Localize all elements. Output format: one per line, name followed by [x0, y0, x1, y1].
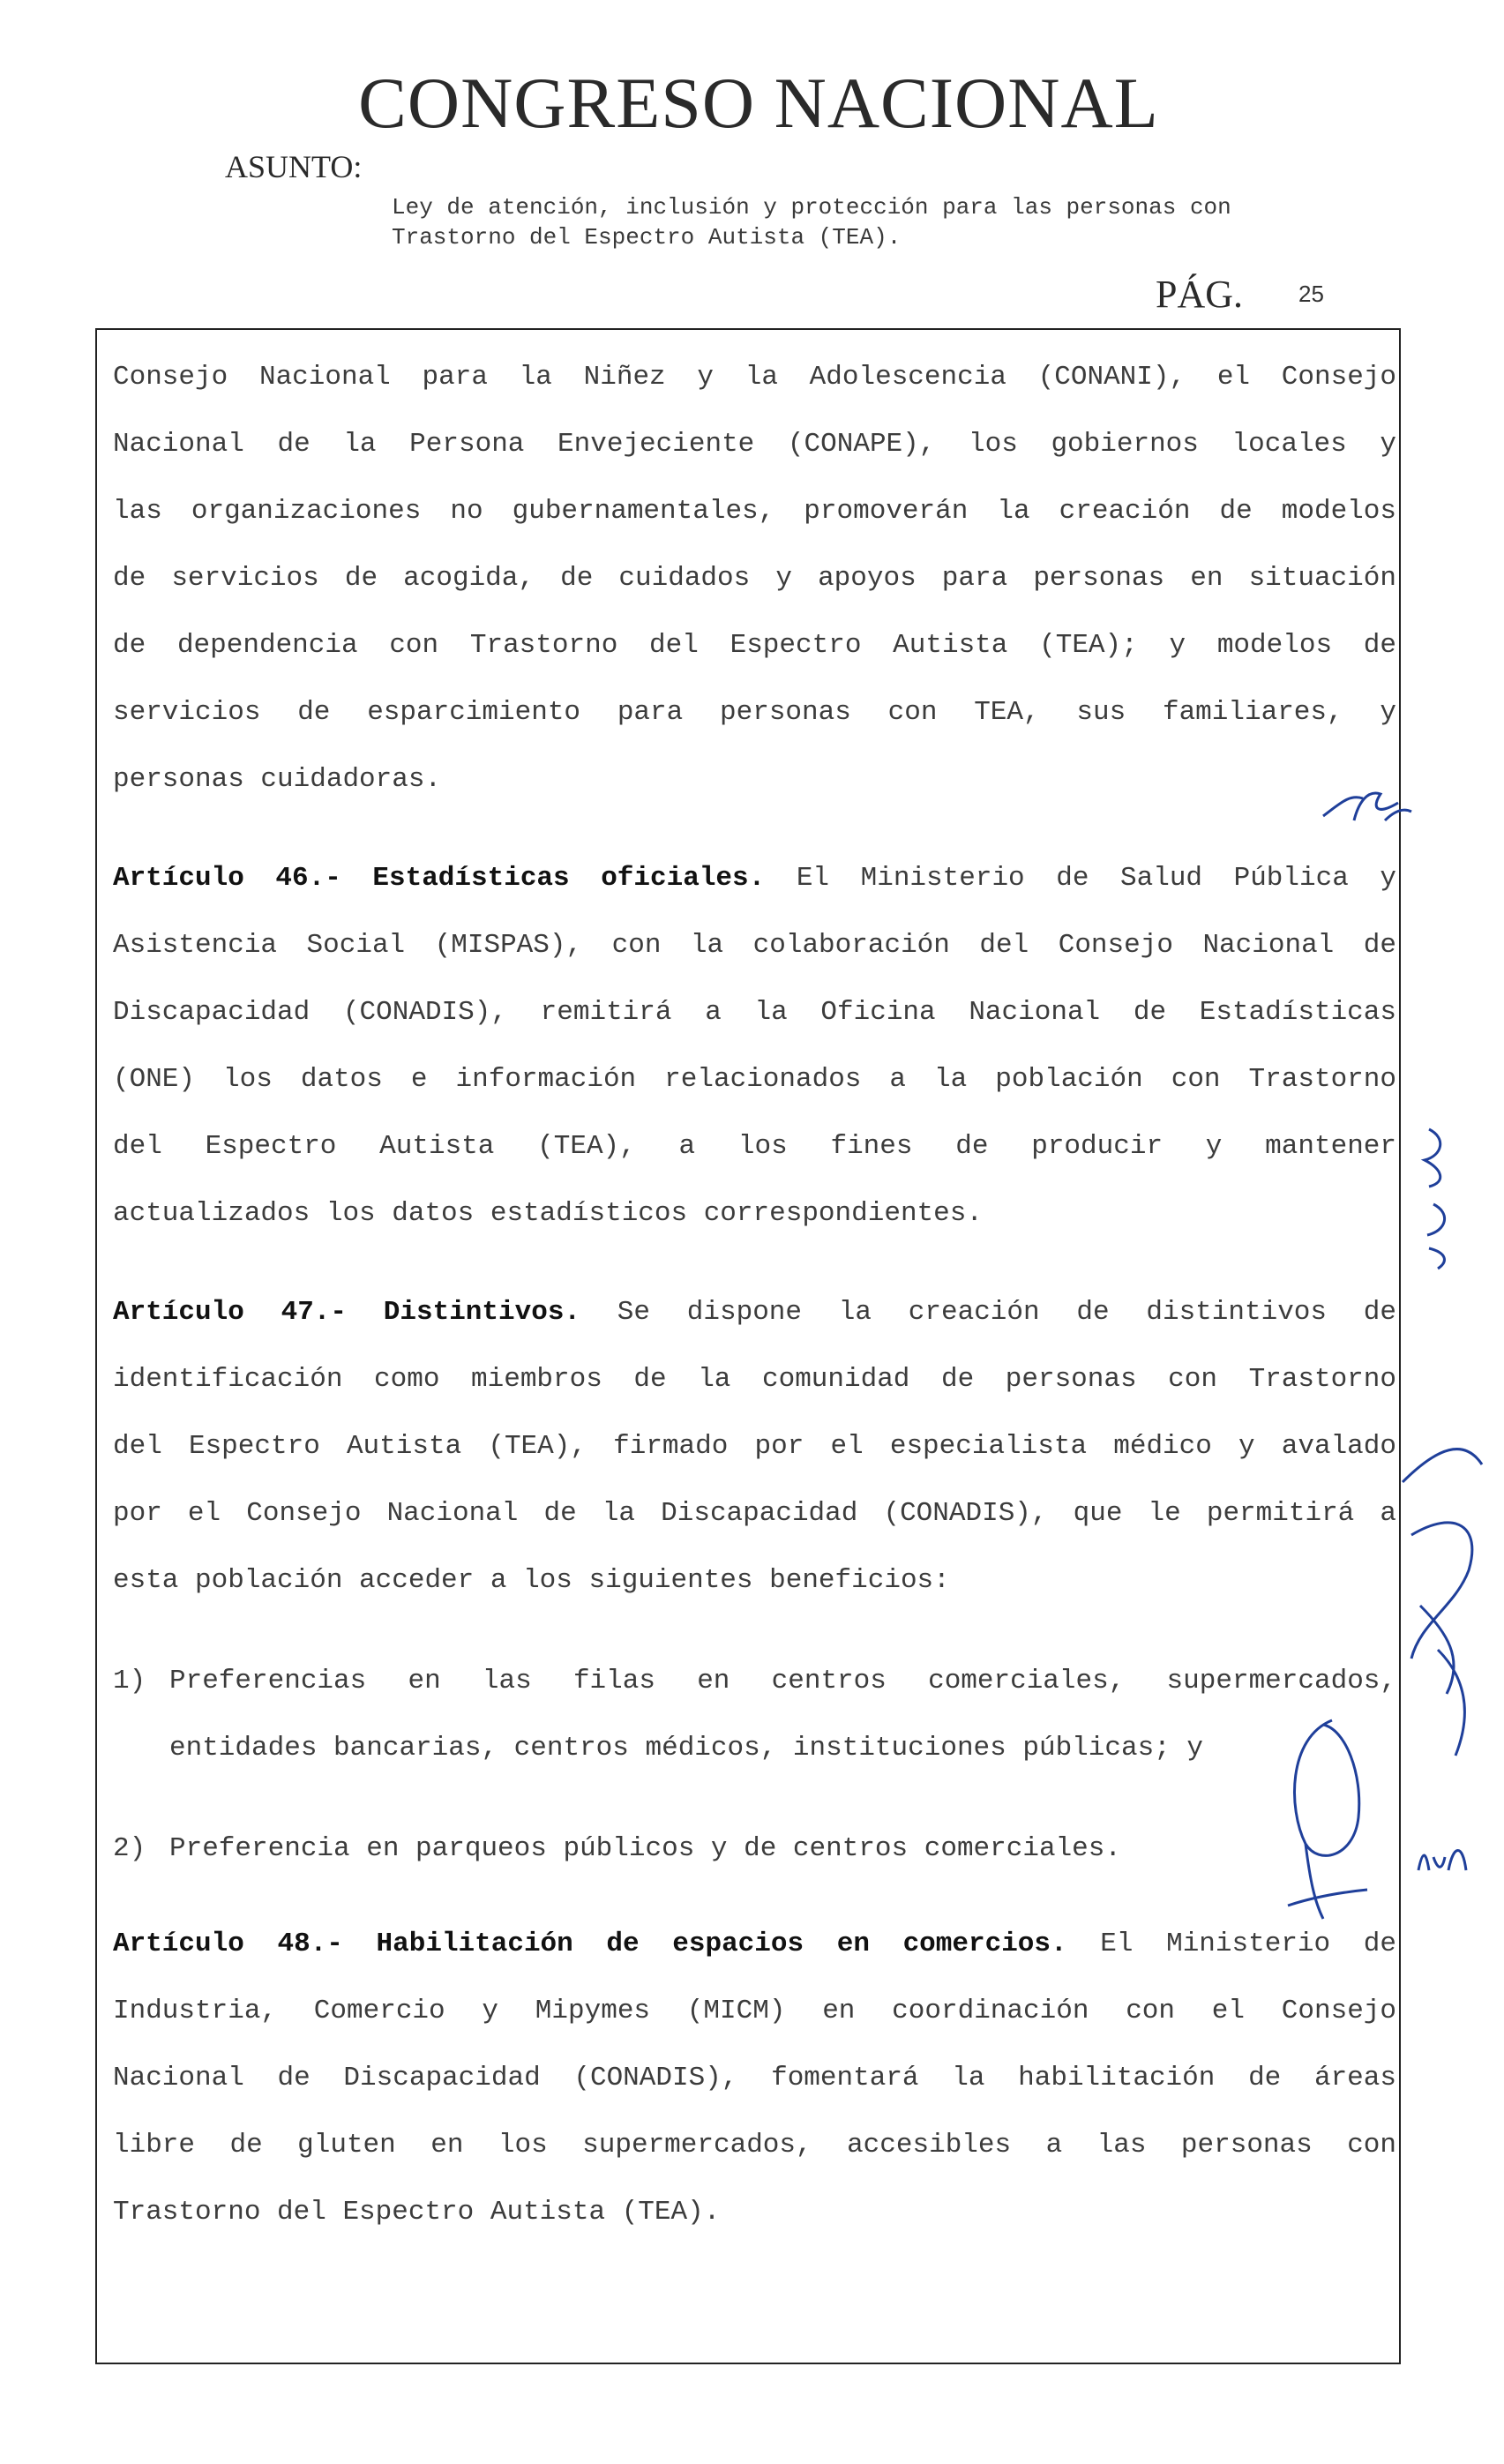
text-segment: Preferencias en las filas en centros comerciales, supermercados,	[169, 1666, 1396, 1696]
text-line: Nacional de la Persona Envejeciente (CONAPE), los gobiernos locales y	[113, 429, 1396, 460]
text-line: del Espectro Autista (TEA), firmado por el especialista médico y avalado	[113, 1431, 1396, 1462]
article-48	[113, 1911, 1396, 2246]
text-line: de dependencia con Trastorno del Espectro Autista (TEA); y modelos de	[113, 630, 1396, 661]
page-title: CONGRESO NACIONAL	[358, 63, 1159, 143]
text-line: del Espectro Autista (TEA), a los fines de producir y mantener	[113, 1131, 1396, 1162]
article-47	[113, 1279, 1396, 1614]
signature-scrawl	[1385, 1429, 1500, 1764]
text-line: actualizados los datos estadísticos correspondientes.	[113, 1198, 983, 1229]
list-number: 2)	[113, 1833, 146, 1864]
text-line: Asistencia Social (MISPAS), con la colaboración del Consejo Nacional de	[113, 930, 1396, 961]
text-line: (ONE) los datos e información relacionados a la población con Trastorno	[113, 1064, 1396, 1095]
article-heading: Artículo 46.- Estadísticas oficiales.	[113, 863, 766, 894]
asunto-label: ASUNTO:	[225, 149, 363, 184]
text-segment: El Ministerio de	[1066, 1929, 1396, 1959]
text-line: entidades bancarias, centros médicos, instituciones públicas; y	[169, 1733, 1203, 1764]
initials-mark-side	[1411, 1120, 1464, 1270]
page-number: 25	[1298, 281, 1324, 307]
text-line: identificación como miembros de la comunidad de personas con Trastorno	[113, 1364, 1396, 1395]
text-segment: Se dispone la creación de distintivos de	[580, 1297, 1396, 1328]
initials-mark-top	[1314, 768, 1420, 838]
article-46	[113, 845, 1396, 1247]
list-number: 1)	[113, 1666, 146, 1696]
text-line: personas cuidadoras.	[113, 764, 442, 795]
text-line: Discapacidad (CONADIS), remitirá a la Oficina Nacional de Estadísticas	[113, 997, 1396, 1028]
article-heading: Artículo 47.- Distintivos.	[113, 1297, 581, 1328]
text-line: Consejo Nacional para la Niñez y la Adolescencia (CONANI), el Consejo	[113, 362, 1396, 393]
text-line: las organizaciones no gubernamentales, promoverán la creación de modelos	[113, 496, 1396, 527]
text-line: Nacional de Discapacidad (CONADIS), fomentará la habilitación de áreas	[113, 2063, 1396, 2093]
text-line: Industria, Comercio y Mipymes (MICM) en coordinación con el Consejo	[113, 1996, 1396, 2026]
text-line: esta población acceder a los siguientes beneficios:	[113, 1565, 950, 1596]
pen-loop-mark	[1270, 1703, 1376, 1923]
text-segment: Preferencia en parqueos públicos y de centros comerciales.	[169, 1833, 1121, 1864]
initials-mark-bottom	[1411, 1835, 1473, 1888]
text-line: Trastorno del Espectro Autista (TEA).	[113, 2197, 721, 2228]
article-heading: Artículo 48.- Habilitación de espacios en comercios.	[113, 1929, 1067, 1959]
intro-paragraph	[113, 344, 1396, 813]
text-line: de servicios de acogida, de cuidados y apoyos para personas en situación	[113, 563, 1396, 594]
text-segment: El Ministerio de Salud Pública y	[765, 863, 1396, 894]
asunto-line: Ley de atención, inclusión y protección para las personas con	[392, 194, 1231, 221]
list-item	[113, 1648, 1396, 1782]
asunto-line: Trastorno del Espectro Autista (TEA).	[392, 224, 902, 251]
page-label: PÁG.	[1156, 273, 1244, 316]
asunto-text	[392, 192, 1397, 252]
list-item	[113, 1816, 1396, 1883]
text-line: por el Consejo Nacional de la Discapacidad (CONADIS), que le permitirá a	[113, 1498, 1396, 1529]
text-line: libre de gluten en los supermercados, accesibles a las personas con	[113, 2130, 1396, 2161]
text-line: servicios de esparcimiento para personas con TEA, sus familiares, y	[113, 697, 1396, 728]
